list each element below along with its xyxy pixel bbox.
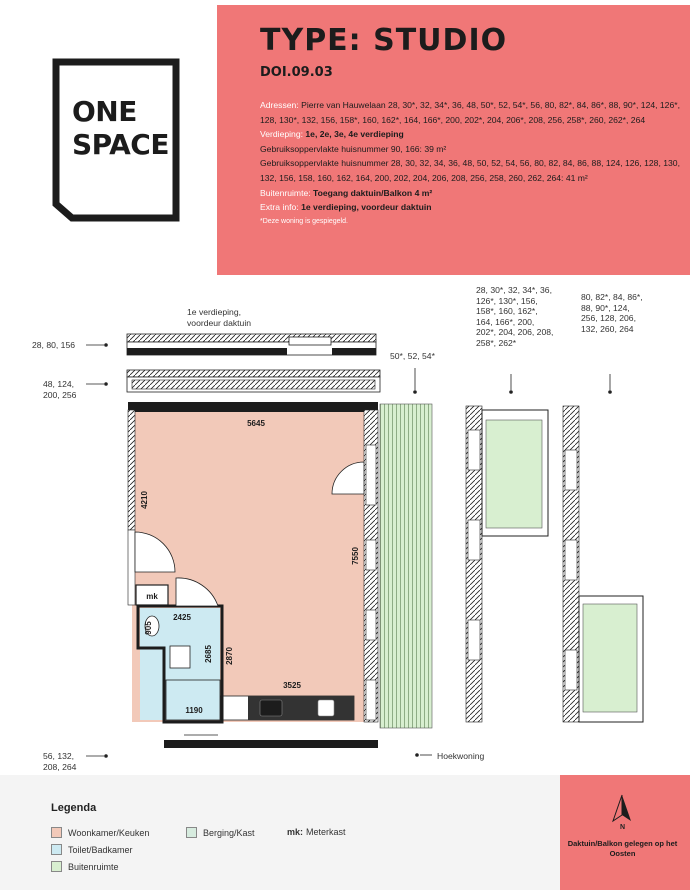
dim-2870: 2870 — [225, 647, 234, 665]
swatch-outdoor — [51, 861, 62, 872]
legend-label-outdoor: Buitenruimte — [68, 861, 119, 872]
studio-unit — [128, 402, 378, 748]
legend-label-living: Woonkamer/Keuken — [68, 827, 150, 838]
dim-905: 905 — [144, 621, 153, 635]
orientation-panel — [560, 775, 690, 890]
balcony-variant-2 — [563, 406, 643, 722]
balcony-label-1: 50*, 52, 54* — [390, 351, 435, 361]
swatch-bath — [51, 844, 62, 855]
extra-value: 1e verdieping, voordeur daktuin — [301, 202, 432, 213]
legend-item-bath — [51, 844, 133, 855]
dim-2425: 2425 — [173, 613, 191, 622]
logo-line-1: ONE — [72, 95, 137, 128]
legend-label-storage: Berging/Kast — [203, 827, 255, 838]
floor-value: 1e, 2e, 3e, 4e verdieping — [305, 129, 404, 140]
left-label-1: 28, 80, 156 — [32, 340, 76, 350]
upper-parapet — [127, 334, 376, 355]
deck-strip — [380, 404, 432, 728]
legend-item-living — [51, 827, 149, 838]
outdoor-label: Buitenruimte: — [260, 187, 311, 198]
legend-item-storage — [186, 827, 255, 838]
left-label-3: 56, 132, 208, 264 — [43, 751, 77, 772]
dim-4210: 4210 — [140, 491, 149, 509]
dim-3525: 3525 — [283, 681, 301, 690]
legend-panel — [0, 775, 560, 890]
dim-2685: 2685 — [204, 645, 213, 663]
addresses-value: Pierre van Hauwelaan 28, 30*, 32, 34*, 36, 48, 50*, 52, 54*, 56, 80, 82*, 84, 86*, 88, 90*, 124, 126*, 128, 130*, 132, 156, 158*, 160, 162*, 164, 166*, 200, 202*, 204, 206*, 208, 256, 258*, 260, 262*, 264 — [260, 100, 680, 125]
orientation-text: Daktuin/Balkon gelegen op het Oosten — [567, 839, 678, 858]
left-label-2: 48, 124, 200, 256 — [43, 379, 77, 400]
legend-item-meter — [287, 827, 346, 837]
balcony-label-2: 28, 30*, 32, 34*, 36, 126*, 130*, 156, 158*, 160, 162*, 164, 166*, 200, 202*, 204, 206, 208, 258*, 262* — [476, 285, 554, 348]
balcony-variant-1 — [466, 406, 548, 722]
plan-code: DOI.09.03 — [260, 65, 333, 80]
extra-label: Extra info: — [260, 202, 299, 213]
legend-label-bath: Toilet/Badkamer — [68, 844, 133, 855]
addresses-label: Adressen: — [260, 100, 299, 110]
dim-7550: 7550 — [351, 547, 360, 565]
legend-title: Legenda — [51, 802, 97, 814]
legend-mk-value: Meterkast — [306, 827, 346, 837]
meter-cupboard-label: mk — [146, 592, 158, 601]
floor-label: Verdieping: — [260, 129, 304, 140]
north-letter: N — [619, 824, 626, 831]
swatch-living — [51, 827, 62, 838]
dim-1190: 1190 — [185, 706, 203, 715]
logo-line-2: SPACE — [72, 128, 169, 161]
area-line-2: Gebruiksoppervlakte huisnummer 28, 30, 32, 34, 36, 48, 50, 52, 54, 56, 80, 82, 84, 86, 88, 124, 126, 128, 130, 132, 156, 158, 160, 162, 164, 200, 202, 204, 206, 208, 256, 258, 260, 262, 264: 41 m² — [260, 158, 680, 183]
swatch-storage — [186, 827, 197, 838]
mirrored-note: *Deze woning is gespiegeld. — [260, 217, 348, 225]
outdoor-value: Toegang daktuin/Balkon 4 m² — [313, 187, 433, 198]
legend-item-outdoor — [51, 861, 119, 872]
top-caption: 1e verdieping, voordeur daktuin — [187, 307, 252, 328]
type-title: TYPE: STUDIO — [260, 23, 508, 58]
area-line-1: Gebruiksoppervlakte huisnummer 90, 166: 39 m² — [260, 143, 447, 154]
second-parapet — [127, 370, 380, 392]
legend-mk-key: mk: — [287, 827, 304, 837]
dim-5645: 5645 — [247, 419, 265, 428]
corner-label: Hoekwoning — [437, 751, 485, 761]
balcony-label-3: 80, 82*, 84, 86*, 88, 90*, 124, 256, 128, 206, 132, 260, 264 — [581, 292, 643, 334]
